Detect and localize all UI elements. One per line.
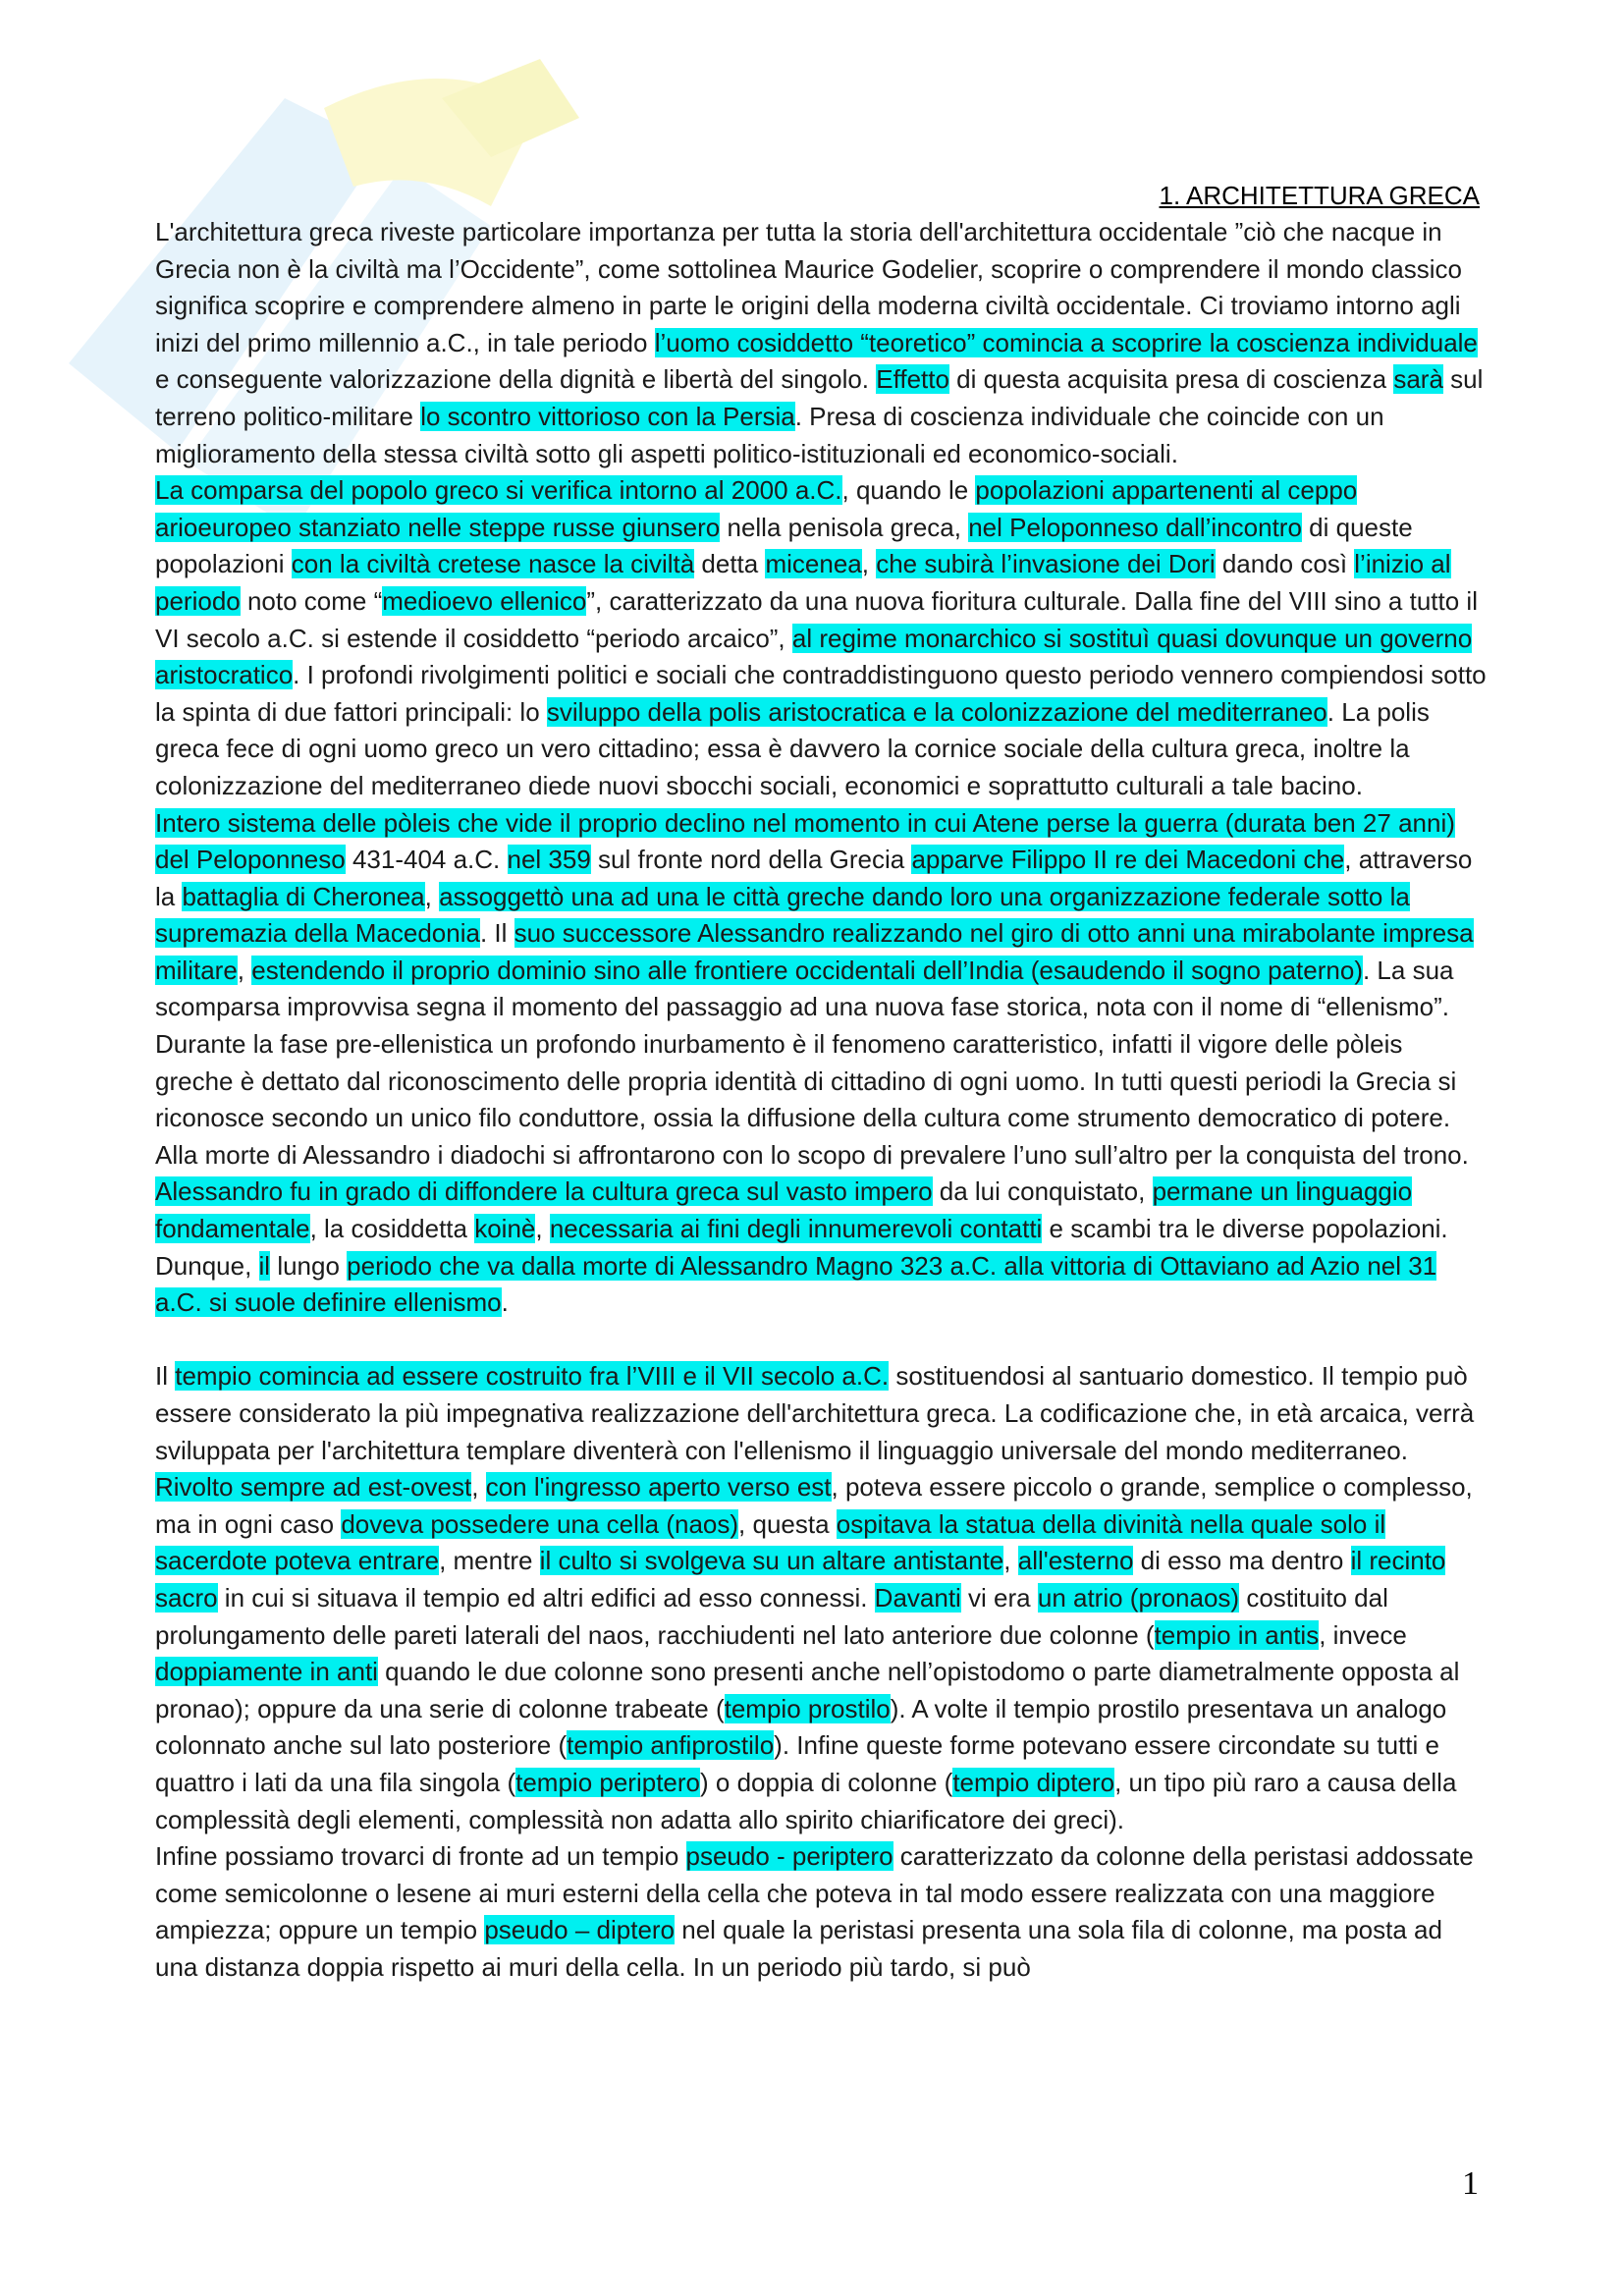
highlighted-text: Intero sistema delle pòleis che vide il proprio declino nel momento in cui Atene perse la guerra (durata ben 27 anni) del Peloponneso	[155, 807, 1455, 875]
text-run: e conseguente valorizzazione della dignità e libertà del singolo.	[155, 364, 877, 395]
text-run: L'architettura greca riveste particolare importanza per tutta la storia dell'architettura occidentale ”ciò che nacque in Grecia non è la civiltà ma l’Occidente”, come sottolinea Maurice Godelier, scoprire o comprendere il mondo classico significa scoprire e comprendere almeno in parte le origini della moderna civiltà occidentale. Ci troviamo intorno agli inizi del primo millennio a.C., in tale periodo	[155, 217, 1462, 357]
highlighted-text: suo successore Alessandro realizzando nel giro di otto anni una mirabolante impresa militare	[155, 918, 1474, 985]
highlighted-text: nel 359	[507, 845, 591, 875]
text-run: quando le due colonne sono presenti anche nell’opistodomo o parte diametralmente opposta al pronao); oppure da una serie di colonne trabeate (	[155, 1657, 1460, 1723]
highlighted-text: battaglia di Cheronea	[182, 881, 425, 911]
text-run: ,	[861, 549, 877, 579]
document-body	[155, 214, 1487, 1987]
text-run: .	[501, 1287, 509, 1318]
text-run: detta	[694, 549, 766, 579]
highlighted-text: tempio in antis	[1154, 1619, 1320, 1650]
highlighted-text: ospitava la statua della divinità nella quale solo il sacerdote poteva entrare	[155, 1508, 1386, 1576]
highlighted-text: Effetto	[876, 364, 949, 395]
document-title: 1. ARCHITETTURA GRECA	[1159, 181, 1480, 210]
highlighted-text: un atrio (pronaos)	[1037, 1582, 1240, 1613]
text-run: , poteva essere piccolo o grande, semplice o complesso, ma in ogni caso	[155, 1472, 1473, 1539]
highlighted-text: che subirà l’invasione dei Dori	[876, 549, 1216, 579]
text-run: da lui conquistato,	[932, 1176, 1153, 1207]
paragraph-gap	[155, 1322, 1487, 1359]
text-run: e scambi tra le diverse popolazioni. Dunque,	[155, 1214, 1448, 1281]
text-run: ). A volte il tempio prostilo presentava un analogo colonnato anche sul lato posteriore (	[155, 1693, 1447, 1761]
highlighted-text: koinè	[474, 1214, 536, 1244]
text-run: . Il	[479, 918, 514, 949]
highlighted-text: sviluppo della polis aristocratica e la colonizzazione del mediterraneo	[546, 696, 1327, 727]
text-run: nella penisola greca,	[720, 512, 969, 542]
highlighted-text: nel Peloponneso dall’incontro	[968, 512, 1302, 542]
highlighted-text: all'esterno	[1017, 1546, 1134, 1576]
paragraph	[155, 472, 1487, 804]
highlighted-text: micenea	[765, 549, 862, 579]
text-run: , mentre	[439, 1546, 540, 1576]
highlighted-text: pseudo – diptero	[484, 1915, 676, 1945]
highlighted-text: con l'ingresso aperto verso est	[485, 1472, 832, 1503]
text-run: ,	[535, 1214, 550, 1244]
text-run: , attraverso la	[155, 845, 1473, 911]
text-run: 431-404 a.C.	[345, 845, 508, 875]
text-run: sul terreno politico-militare	[155, 364, 1484, 431]
text-run: . La sua scomparsa improvvisa segna il momento del passaggio ad una nuova fase storica, nota con il nome di “ellenismo”. Durante la fase pre-ellenistica un profondo inurbamento è il fenomeno caratteristico, infatti il vigore delle pòleis greche è dettato dal riconoscimento delle propria identità di cittadino di ogni uomo. In tutti questi periodi la Grecia si riconosce secondo un unico filo conduttore, ossia la diffusione della cultura come strumento democratico di potere. Alla morte di Alessandro i diadochi si affrontarono con lo scopo di prevalere l’uno sull’altro per la conquista del trono.	[155, 955, 1469, 1170]
text-run: , un tipo più raro a causa della complessità degli elementi, complessità non adatta allo spirito chiarificatore dei greci).	[155, 1767, 1457, 1834]
text-run: . Presa di coscienza individuale che coincide con un miglioramento della stessa civiltà sotto gli aspetti politico-istituzionali ed economico-sociali.	[155, 401, 1384, 468]
highlighted-text: il recinto sacro	[155, 1546, 1446, 1613]
highlighted-text: periodo che va dalla morte di Alessandro Magno 323 a.C. alla vittoria di Ottaviano ad Azio nel 31 a.C. si suole definire ellenismo	[155, 1250, 1437, 1318]
text-run: , questa	[738, 1508, 837, 1539]
text-run: di queste popolazioni	[155, 512, 1413, 579]
paragraph	[155, 1358, 1487, 1838]
highlighted-text: doveva possedere una cella (naos)	[341, 1508, 739, 1539]
highlighted-text: con la civiltà cretese nasce la civiltà	[291, 549, 695, 579]
text-run: vi era	[960, 1582, 1038, 1613]
text-run: nel quale la peristasi presenta una sola fila di colonne, ma posta ad una distanza doppia rispetto ai muri della cella. In un periodo più tardo, si può	[155, 1915, 1442, 1982]
text-run: Il	[155, 1361, 176, 1392]
highlighted-text: permane un linguaggio fondamentale	[155, 1176, 1413, 1244]
highlighted-text: Davanti	[874, 1582, 961, 1613]
highlighted-text: l’inizio al periodo	[155, 549, 1451, 616]
highlighted-text: assoggettò una ad una le città greche dando loro una organizzazione federale sotto la supremazia della Macedonia	[155, 881, 1410, 949]
highlighted-text: il	[258, 1250, 271, 1281]
paragraph	[155, 805, 1487, 1322]
highlighted-text: sarà	[1393, 364, 1443, 395]
text-run: caratterizzato da colonne della peristasi addossate come semicolonne o lesene ai muri esterni della cella che poteva in tal modo essere realizzata con una maggiore ampiezza; oppure un tempio	[155, 1841, 1474, 1945]
highlighted-text: necessaria ai fini degli innumerevoli contatti	[549, 1214, 1043, 1244]
text-run: , la cosiddetta	[309, 1214, 475, 1244]
text-run: di questa acquisita presa di coscienza	[948, 364, 1394, 395]
highlighted-text: doppiamente in anti	[155, 1657, 378, 1687]
text-run: . La polis greca fece di ogni uomo greco un vero cittadino; essa è davvero la cornice sociale della cultura greca, inoltre la colonizzazione del mediterraneo diede nuovi sbocchi sociali, economici e soprattutto culturali a tale bacino.	[155, 696, 1430, 800]
text-run: ). Infine queste forme potevano essere circondate su tutti e quattro i lati da una fila singola (	[155, 1730, 1439, 1797]
text-run: ,	[237, 955, 252, 985]
highlighted-text: tempio periptero	[515, 1767, 701, 1797]
highlighted-text: al regime monarchico si sostituì quasi dovunque un governo aristocratico	[155, 623, 1473, 690]
paragraph	[155, 214, 1487, 472]
text-run: ,	[424, 881, 440, 911]
paragraph	[155, 1838, 1487, 1986]
highlighted-text: Rivolto sempre ad est-ovest	[155, 1472, 472, 1503]
text-run: ) o doppia di colonne (	[700, 1767, 953, 1797]
highlighted-text: tempio anfiprostilo	[567, 1730, 775, 1761]
text-run: Infine possiamo trovarci di fronte ad un tempio	[155, 1841, 686, 1872]
text-run: sul fronte nord della Grecia	[590, 845, 912, 875]
text-run: dando così	[1215, 549, 1355, 579]
text-run: sostituendosi al santuario domestico. Il tempio può essere considerato la più impegnativa realizzazione dell'architettura greca. La codificazione che, in età arcaica, verrà sviluppata per l'architettura templare diventerà con l'ellenismo il linguaggio universale del mondo mediterraneo.	[155, 1361, 1475, 1465]
highlighted-text: apparve Filippo II re dei Macedoni che	[911, 845, 1345, 875]
text-run: , quando le	[841, 475, 976, 506]
text-run: ”, caratterizzato da una nuova fioritura culturale. Dalla fine del VIII sino a tutto il VI secolo a.C. si estende il cosiddetto “periodo arcaico”,	[155, 585, 1478, 653]
highlighted-text: medioevo ellenico	[382, 585, 587, 616]
text-run: . I profondi rivolgimenti politici e sociali che contraddistinguono questo periodo vennero compiendosi sotto la spinta di due fattori principali: lo	[155, 660, 1487, 727]
page-number: 1	[1462, 2165, 1479, 2202]
highlighted-text: La comparsa del popolo greco si verifica intorno al 2000 a.C.	[155, 475, 842, 506]
highlighted-text: il culto si svolgeva su un altare antistante	[539, 1546, 1004, 1576]
text-run: lungo	[270, 1250, 348, 1281]
text-run: in cui si situava il tempio ed altri edifici ad esso connessi.	[217, 1582, 875, 1613]
text-run: ,	[471, 1472, 486, 1503]
text-run: di esso ma dentro	[1133, 1546, 1351, 1576]
text-run: noto come “	[240, 585, 383, 616]
highlighted-text: l’uomo cosiddetto “teoretico” comincia a scoprire la coscienza individuale	[654, 327, 1478, 357]
text-run: ,	[1003, 1546, 1018, 1576]
highlighted-text: popolazioni appartenenti al ceppo arioeuropeo stanziato nelle steppe russe giunsero	[155, 475, 1358, 542]
highlighted-text: pseudo - periptero	[685, 1841, 893, 1872]
highlighted-text: tempio comincia ad essere costruito fra l’VIII e il VII secolo a.C.	[175, 1361, 890, 1392]
highlighted-text: tempio diptero	[952, 1767, 1115, 1797]
highlighted-text: lo scontro vittorioso con la Persia	[420, 401, 795, 431]
highlighted-text: estendendo il proprio dominio sino alle frontiere occidentali dell’India (esaudendo il sogno paterno)	[251, 955, 1363, 985]
text-run: , invece	[1319, 1619, 1407, 1650]
highlighted-text: tempio prostilo	[724, 1693, 891, 1723]
highlighted-text: Alessandro fu in grado di diffondere la cultura greca sul vasto impero	[155, 1176, 933, 1207]
text-run: costituito dal prolungamento delle pareti laterali del naos, racchiudenti nel lato anteriore due colonne (	[155, 1582, 1388, 1650]
